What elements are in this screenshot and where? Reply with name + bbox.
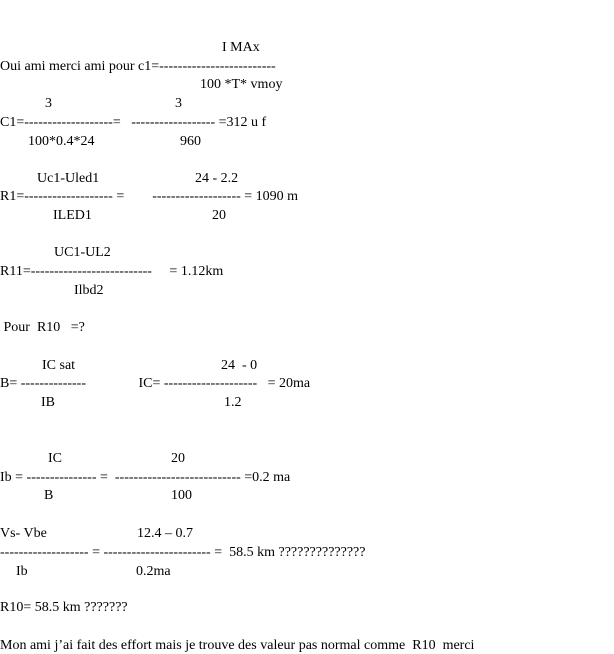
- r11-equation: R11=-------------------------- = 1.12km: [0, 264, 224, 279]
- r10-equation: ------------------- = ----------------------- = 58.5 km ??????????????: [0, 545, 366, 560]
- ib-numerator-right: 20: [171, 451, 185, 466]
- closing-message: Mon ami j’ai fait des effort mais je trouve des valeur pas normal comme R10 merci: [0, 638, 475, 653]
- ib-denominator-right: 100: [171, 488, 192, 503]
- r1-numerator-right: 24 - 2.2: [195, 171, 239, 186]
- beta-denominator-left: IB: [41, 395, 55, 410]
- r10-numerator-right: 12.4 – 0.7: [137, 526, 193, 541]
- imax-denominator: 100 *T* vmoy: [200, 77, 283, 92]
- ib-denominator-left: B: [44, 488, 54, 503]
- ic-numerator-right: 24 - 0: [221, 358, 258, 373]
- r1-denominator-right: 20: [212, 208, 226, 223]
- ic-denominator-right: 1.2: [224, 395, 242, 410]
- c1-numerator-right: 3: [175, 96, 182, 111]
- r1-equation: R1=------------------- = ------------------- = 1090 m: [0, 189, 299, 204]
- r10-result: R10= 58.5 km ???????: [0, 600, 128, 615]
- c1-numerator-left: 3: [45, 96, 52, 111]
- c1-denominator-left: 100*0.4*24: [28, 134, 95, 149]
- ib-numerator-left: IC: [48, 451, 62, 466]
- r11-denominator: Ilbd2: [74, 283, 104, 298]
- r10-denominator-right: 0.2ma: [136, 564, 171, 579]
- beta-ic-equation: B= -------------- IC= -------------------- = 20ma: [0, 376, 311, 391]
- r10-denominator-left: Ib: [16, 564, 28, 579]
- imax-numerator: I MAx: [222, 40, 260, 55]
- imax-equation: Oui ami merci ami pour c1=-------------------------: [0, 59, 276, 74]
- c1-denominator-right: 960: [180, 134, 201, 149]
- ib-equation: Ib = --------------- = --------------------------- =0.2 ma: [0, 470, 291, 485]
- r10-numerator-left: Vs- Vbe: [0, 526, 47, 541]
- r11-numerator: UC1-UL2: [54, 245, 111, 260]
- r1-numerator-left: Uc1-Uled1: [37, 171, 100, 186]
- r1-denominator-left: ILED1: [53, 208, 92, 223]
- beta-numerator-left: IC sat: [42, 358, 76, 373]
- r10-question: Pour R10 =?: [0, 320, 85, 335]
- c1-equation: C1=-------------------= ------------------ =312 u f: [0, 115, 267, 130]
